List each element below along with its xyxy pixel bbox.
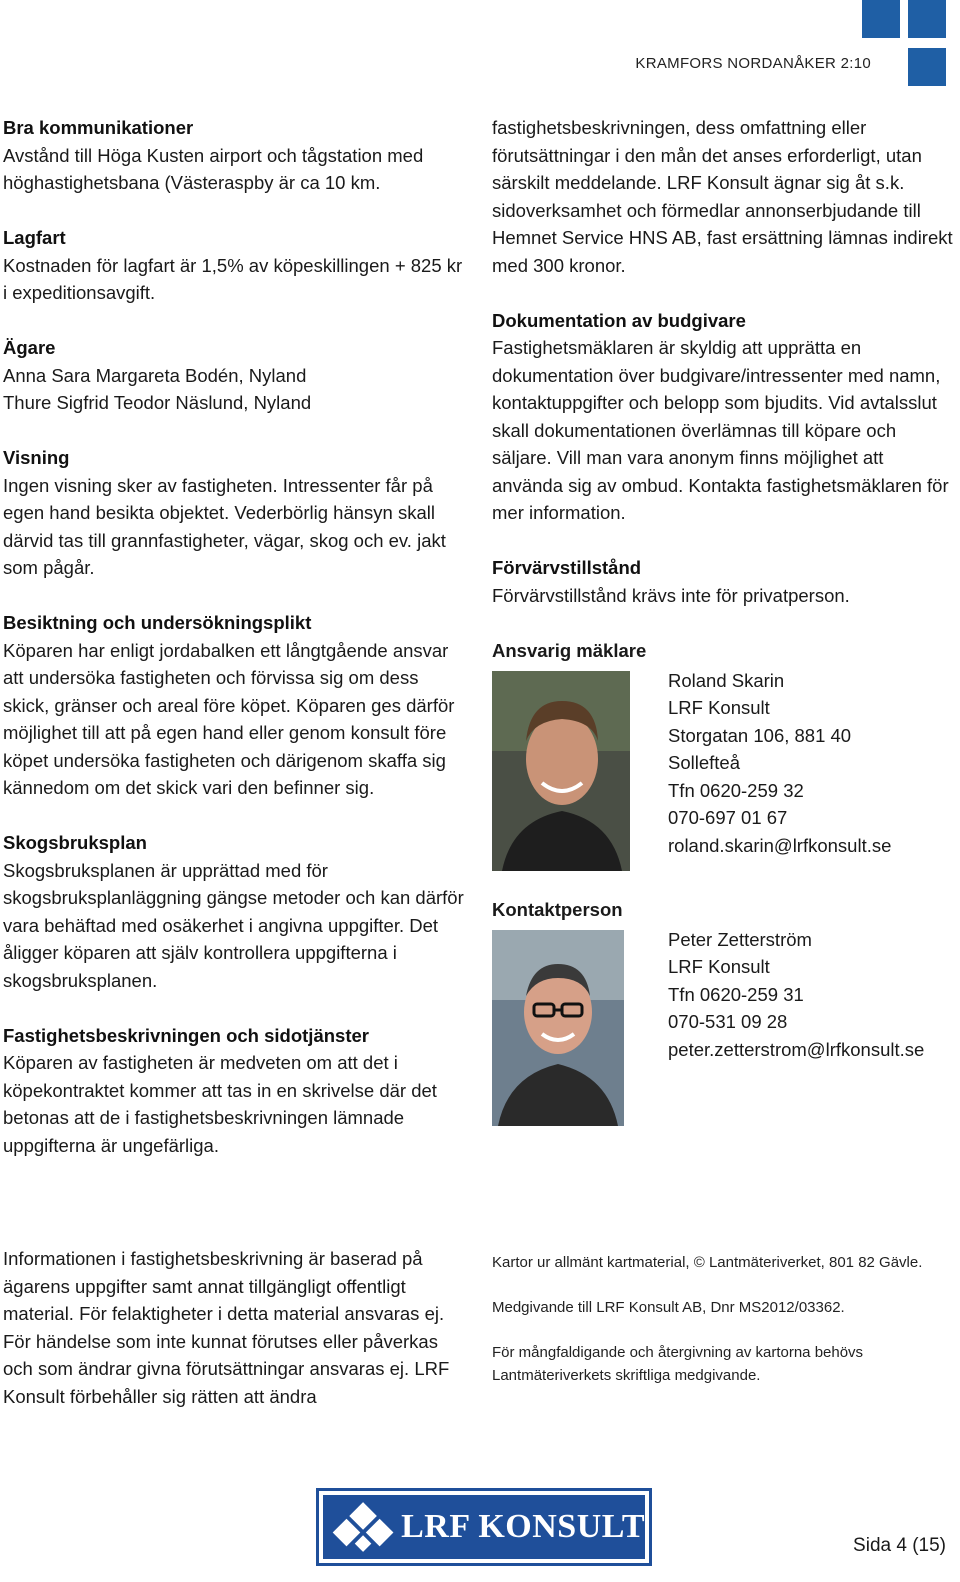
- broker-mobile: 070-697 01 67: [668, 807, 788, 828]
- diamond-logo-icon: [329, 1496, 397, 1558]
- broker-street: Storgatan 106, 881 40: [668, 724, 852, 746]
- section-body: Kostnaden för lagfart är 1,5% av köpeskillingen + 825 kr i expeditionsavgift.: [3, 254, 463, 303]
- map-credit-line: Medgivande till LRF Konsult AB, Dnr MS2012/03362.: [492, 1299, 845, 1316]
- section-heading: Visning: [3, 447, 70, 468]
- section-property-description: [3, 1022, 465, 1160]
- section-inspection: [3, 609, 465, 802]
- section-bidder-documentation: [492, 307, 954, 527]
- map-credit-line: Kartor ur allmänt kartmaterial, © Lantmäteriverket, 801 82 Gävle.: [492, 1254, 923, 1271]
- section-body: Förvärvstillstånd krävs inte för privatperson.: [492, 584, 850, 606]
- corner-square: [862, 0, 900, 38]
- contact-phone: Tfn 0620-259 31: [668, 983, 804, 1005]
- lrf-konsult-logo: [316, 1488, 652, 1566]
- section-communications: [3, 114, 465, 197]
- section-heading: Fastighetsbeskrivningen och sidotjänster: [3, 1024, 369, 1046]
- contact-mobile: 070-531 09 28: [668, 1011, 788, 1032]
- section-heading: Ägare: [3, 337, 56, 358]
- logo-wordmark: LRF KONSULT: [401, 1508, 645, 1545]
- contact-details: [668, 926, 958, 1064]
- disclaimer-paragraph: Informationen i fastighetsbeskrivning är baserad på ägarens uppgifter samt annat tillgängligt offentligt material. För felaktigheter i detta material ansvaras ej. För händelse som inte kunnat förutses eller påverkas och som ändrar givna förutsättningar ansvaras ej. LRF Konsult förbehåller sig rätten att ändra: [3, 1248, 450, 1407]
- contact-photo: [492, 930, 624, 1126]
- section-title-deed: [3, 224, 465, 307]
- section-heading: Lagfart: [3, 227, 66, 248]
- right-column: [492, 114, 954, 1155]
- section-heading: Dokumentation av budgivare: [492, 309, 746, 331]
- map-credit-line: För mångfaldigande och återgivning av kartorna behövs Lantmäteriverkets skriftliga medgivande.: [492, 1344, 864, 1384]
- section-forest-plan: [3, 829, 465, 994]
- corner-square: [908, 48, 946, 86]
- broker-phone: Tfn 0620-259 32: [668, 779, 804, 801]
- map-credits: [492, 1252, 952, 1410]
- contact-card: [492, 896, 954, 1151]
- contact-heading: Kontaktperson: [492, 898, 623, 920]
- section-heading: Besiktning och undersökningsplikt: [3, 612, 312, 633]
- continuation-paragraph: fastighetsbeskrivningen, dess omfattning eller förutsättningar i den mån det anses erforderligt, utan särskilt meddelande. LRF Konsult ägnar sig åt s.k. sidoverksamhet och förmedlar annonserbjudande till Hemnet Service HNS AB, fast ersättning lämnas indirekt med 300 kronor.: [492, 117, 953, 276]
- broker-city: Sollefteå: [668, 752, 740, 773]
- section-owners: [3, 334, 465, 417]
- section-heading: Skogsbruksplan: [3, 832, 147, 853]
- page-number: Sida 4 (15): [853, 1535, 946, 1556]
- section-heading: Förvärvstillstånd: [492, 557, 642, 578]
- section-body: Avstånd till Höga Kusten airport och tågstation med höghastighetsbana (Västeraspby är ca 10 km.: [3, 144, 424, 193]
- document-header-title: KRAMFORS NORDANÅKER 2:10: [635, 55, 871, 72]
- broker-heading: Ansvarig mäklare: [492, 639, 647, 661]
- broker-company: LRF Konsult: [668, 697, 770, 718]
- broker-email-link[interactable]: roland.skarin@lrfkonsult.se: [668, 834, 892, 856]
- section-body: Fastighetsmäklaren är skyldig att upprätta en dokumentation över budgivare/intressenter med namn, kontaktuppgifter och belopp som bjudits. Vid avtalsslut skall dokumentationen överlämnas till köpare och säljare. Vill man vara anonym finns möjlighet att använda sig av ombud. Kontakta fastighetsmäklaren för mer information.: [492, 337, 949, 523]
- contact-name: Peter Zetterström: [668, 928, 812, 950]
- section-body: Köparen har enligt jordabalken ett långtgående ansvar att undersöka fastigheten och förvissa sig om dess skick, gränser och areal före köpet. Köparen ges därför möjlighet till att på egen hand eller genom konsult före köpet undersöka fastigheten och därigenom skaffa sig kännedom om det skick vari den befinner sig.: [3, 639, 455, 798]
- section-body: Ingen visning sker av fastigheten. Intressenter får på egen hand besikta objektet. Vederbörlig hänsyn skall därvid tas till grannfastigheter, vägar, skog och ev. jakt som pågår.: [3, 474, 446, 578]
- left-column: [3, 114, 465, 1187]
- section-body: Köparen av fastigheten är medveten om att det i köpekontraktet kommer att tas in en skrivelse där det betonas att de i fastighetsbeskrivningen lämnade uppgifterna är ungefärliga.: [3, 1052, 437, 1156]
- broker-card: [492, 637, 954, 892]
- section-body: Anna Sara Margareta Bodén, Nyland Thure Sigfrid Teodor Näslund, Nyland: [3, 364, 312, 413]
- corner-square: [908, 0, 946, 38]
- corner-decoration: [860, 0, 960, 90]
- section-viewing: [3, 444, 465, 582]
- section-body: Skogsbruksplanen är upprättad med för skogsbruksplanläggning gängse metoder och kan därför vara behäftad med osäkerhet i angivna uppgifter. Det åligger köparen att själv kontrollera uppgifterna i skogsbruksplanen.: [3, 859, 464, 991]
- broker-contact-details: [668, 667, 958, 860]
- broker-name: Roland Skarin: [668, 669, 785, 691]
- contact-company: LRF Konsult: [668, 956, 770, 977]
- contact-email-link[interactable]: peter.zetterstrom@lrfkonsult.se: [668, 1038, 925, 1060]
- broker-photo: [492, 671, 630, 871]
- section-heading: Bra kommunikationer: [3, 117, 194, 138]
- section-acquisition-permit: [492, 554, 954, 609]
